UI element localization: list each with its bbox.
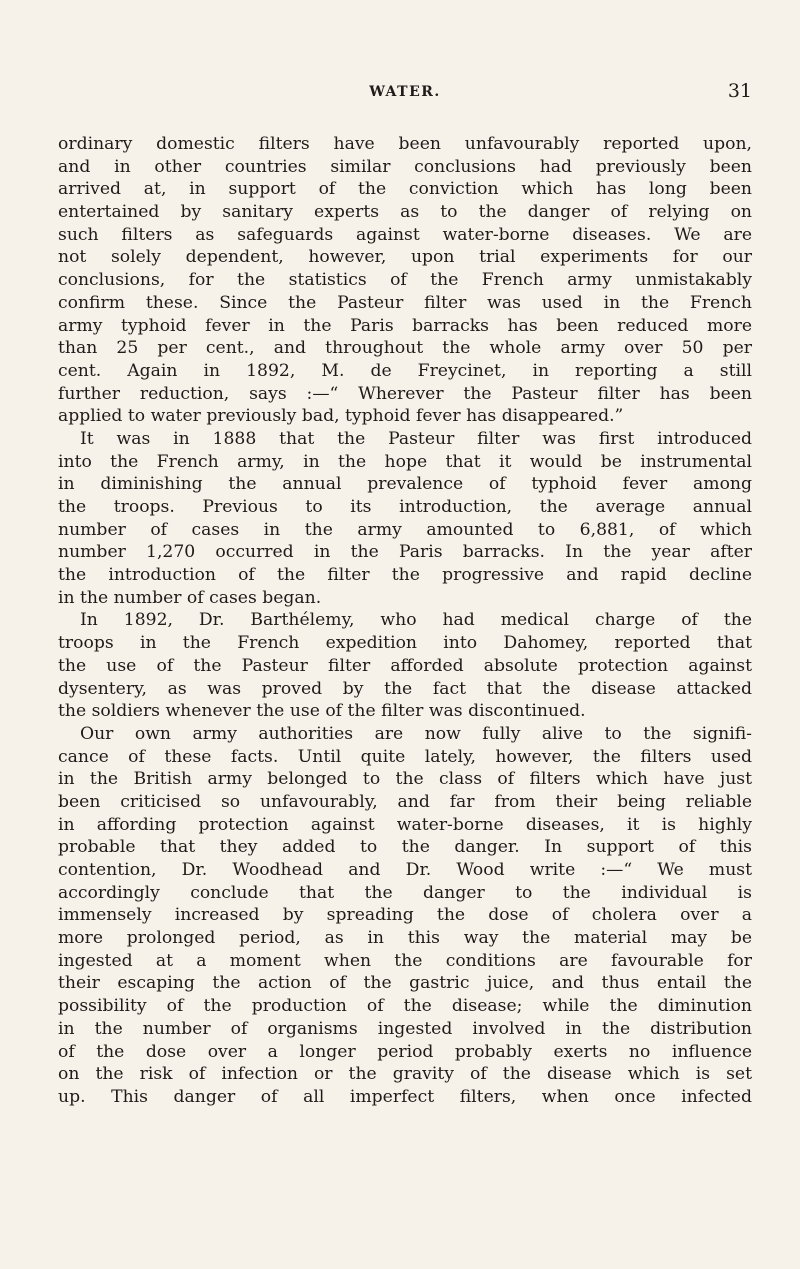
- text-line: It was in 1888 that the Pasteur filter was first introduced: [80, 428, 752, 449]
- text-line: entertained by sanitary experts as to the danger of relying on: [58, 202, 752, 223]
- text-line: in affording protection against water-borne diseases, it is highly: [58, 814, 752, 835]
- text-line: cent. Again in 1892, M. de Freycinet, in reporting a still: [58, 360, 752, 381]
- paragraph: [58, 609, 752, 722]
- text-line: confirm these. Since the Pasteur filter was used in the French: [58, 292, 752, 313]
- text-line: the troops. Previous to its introduction, the average annual: [58, 497, 752, 517]
- text-line: Our own army authorities are now fully alive to the signifi-: [80, 723, 752, 744]
- text-line: the introduction of the filter the progressive and rapid decline: [58, 565, 752, 586]
- text-line: than 25 per cent., and throughout the whole army over 50 per: [58, 338, 752, 359]
- paragraph: [58, 723, 752, 1109]
- text-line: into the French army, in the hope that it would be instrumental: [58, 451, 752, 472]
- text-line: ingested at a moment when the conditions are favourable for: [58, 950, 752, 971]
- paragraph: [58, 428, 752, 610]
- text-line: such filters as safeguards against water-borne diseases. We are: [58, 224, 752, 245]
- text-line: been criticised so unfavourably, and far from their being reliable: [58, 791, 752, 812]
- page-number: 31: [727, 80, 752, 102]
- text-line: in the British army belonged to the class of filters which have just: [58, 769, 752, 790]
- text-line: contention, Dr. Woodhead and Dr. Wood write :—“ We must: [58, 860, 752, 880]
- text-line: army typhoid fever in the Paris barracks has been reduced more: [58, 315, 752, 336]
- text-line: in diminishing the annual prevalence of typhoid fever among: [58, 474, 752, 495]
- text-line: on the risk of infection or the gravity of the disease which is set: [58, 1064, 752, 1085]
- paragraph: [58, 133, 752, 428]
- text-line: troops in the French expedition into Dahomey, reported that: [58, 633, 752, 654]
- text-line: and in other countries similar conclusions had previously been: [58, 156, 752, 177]
- text-line: in the number of organisms ingested involved in the distribution: [58, 1018, 752, 1039]
- text-line: number of cases in the army amounted to 6,881, of which: [58, 519, 752, 540]
- text-line: accordingly conclude that the danger to the individual is: [58, 882, 752, 903]
- text-line: applied to water previously bad, typhoid fever has disappeared.”: [58, 406, 624, 427]
- text-line: immensely increased by spreading the dose of cholera over a: [58, 905, 752, 926]
- page-header: [58, 80, 752, 112]
- text-line: dysentery, as was proved by the fact that the disease attacked: [58, 678, 752, 699]
- text-line: the use of the Pasteur filter afforded absolute protection against: [58, 655, 752, 676]
- text-line: of the dose over a longer period probably exerts no influence: [58, 1041, 752, 1062]
- text-line: arrived at, in support of the conviction which has long been: [58, 179, 752, 200]
- running-head: WATER.: [369, 84, 441, 100]
- text-line: more prolonged period, as in this way the material may be: [58, 928, 752, 949]
- text-line: In 1892, Dr. Barthélemy, who had medical charge of the: [80, 610, 752, 631]
- text-line: up. This danger of all imperfect filters, when once infected: [58, 1086, 752, 1107]
- body-text: [58, 133, 752, 1109]
- text-line: ordinary domestic filters have been unfavourably reported upon,: [58, 134, 752, 154]
- text-line: further reduction, says :—“ Wherever the Pasteur filter has been: [58, 383, 752, 404]
- text-line: not solely dependent, however, upon trial experiments for our: [58, 247, 752, 268]
- text-line: possibility of the production of the disease; while the diminution: [58, 996, 752, 1017]
- text-line: their escaping the action of the gastric juice, and thus entail the: [58, 973, 752, 994]
- text-line: in the number of cases began.: [58, 587, 322, 608]
- text-line: conclusions, for the statistics of the French army unmistakably: [58, 270, 752, 291]
- text-line: cance of these facts. Until quite lately, however, the filters used: [58, 746, 752, 767]
- text-line: the soldiers whenever the use of the filter was discontinued.: [58, 701, 586, 722]
- text-line: number 1,270 occurred in the Paris barracks. In the year after: [58, 542, 752, 563]
- text-line: probable that they added to the danger. In support of this: [58, 837, 752, 858]
